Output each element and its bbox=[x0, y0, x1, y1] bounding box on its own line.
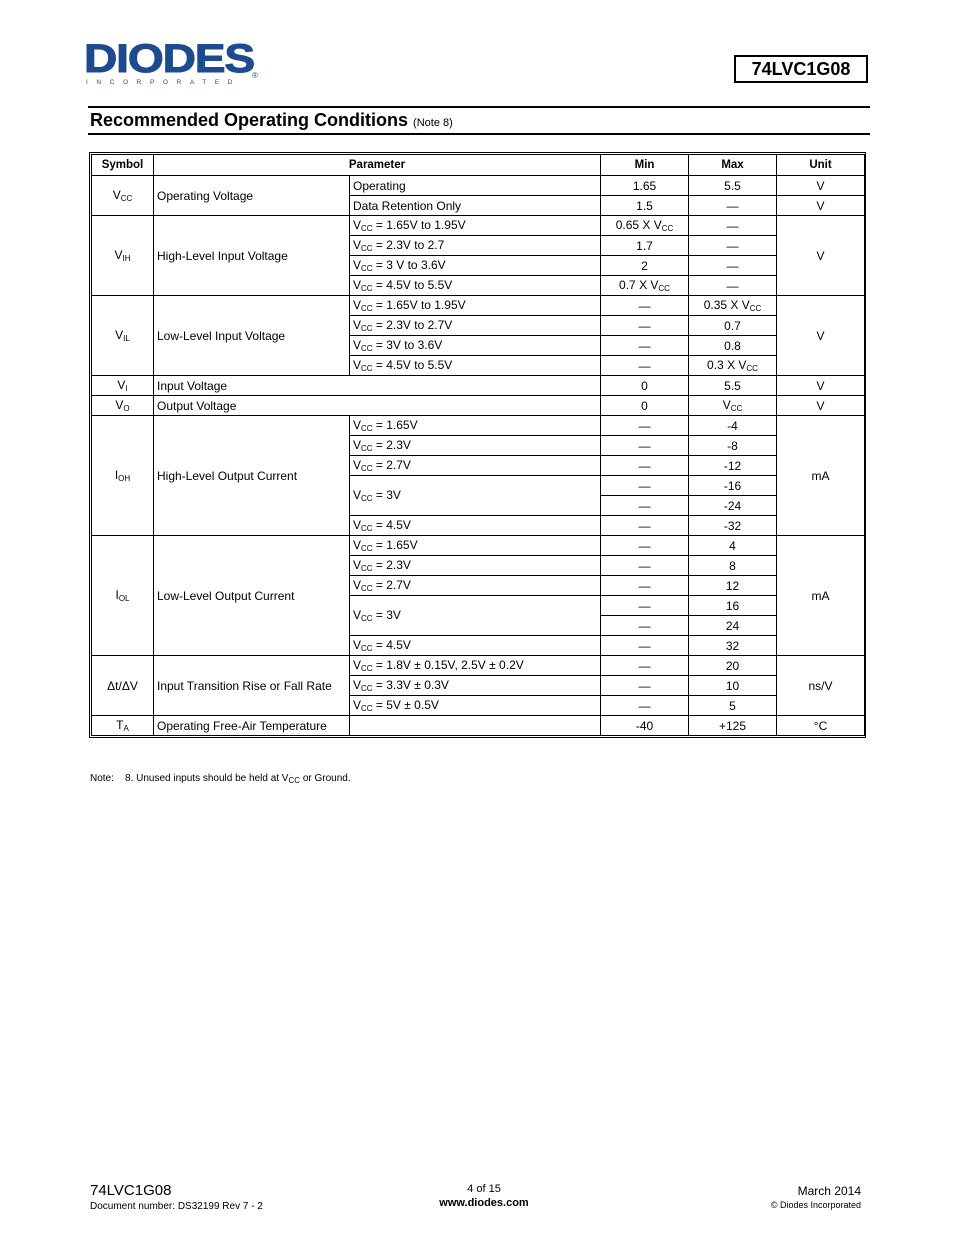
condition-cell: $V_{CC} = 1.65V$ to 1.95V bbox=[350, 216, 601, 236]
min-cell: — bbox=[601, 436, 689, 456]
max-cell: -4 bbox=[689, 416, 777, 436]
min-cell: 2 bbox=[601, 256, 689, 276]
max-cell: -24 bbox=[689, 496, 777, 516]
part-number: 74LVC1G08 bbox=[751, 58, 851, 79]
min-cell: — bbox=[601, 676, 689, 696]
condition-cell: $V_{CC} = 5V \pm 0.5V$ bbox=[350, 696, 601, 716]
condition-cell: $V_{CC} = 3V$ bbox=[350, 476, 601, 516]
symbol-cell: $T_A$ bbox=[92, 716, 154, 736]
max-cell: — bbox=[689, 276, 777, 296]
footer-center bbox=[380, 1183, 588, 1209]
unit-cell: mA bbox=[777, 416, 865, 536]
unit-cell: mA bbox=[777, 536, 865, 656]
condition-cell: $V_{CC} = 2.3V$ bbox=[350, 556, 601, 576]
max-cell: 0.35 X $V_{CC}$ bbox=[689, 296, 777, 316]
min-cell: — bbox=[601, 476, 689, 496]
min-cell: — bbox=[601, 636, 689, 656]
part-number-box bbox=[734, 55, 868, 83]
min-cell: 1.7 bbox=[601, 236, 689, 256]
header-max: Max bbox=[689, 155, 777, 176]
max-cell: 8 bbox=[689, 556, 777, 576]
max-cell: — bbox=[689, 196, 777, 216]
symbol-cell: $V_O$ bbox=[92, 396, 154, 416]
parameter-cell: Input Transition Rise or Fall Rate bbox=[154, 656, 350, 716]
condition-cell: $V_{CC} = 4.5V$ bbox=[350, 636, 601, 656]
table-row bbox=[92, 176, 865, 196]
max-cell: 0.3 X $V_{CC}$ bbox=[689, 356, 777, 376]
unit-cell: V bbox=[777, 296, 865, 376]
symbol-cell: $I_{OH}$ bbox=[92, 416, 154, 536]
max-cell: 0.7 bbox=[689, 316, 777, 336]
symbol-cell: $V_I$ bbox=[92, 376, 154, 396]
min-cell: 0.65 X $V_{CC}$ bbox=[601, 216, 689, 236]
condition-cell: $V_{CC} = 1.8V \pm 0.15V$, 2.5V ± 0.2V bbox=[350, 656, 601, 676]
condition-cell: Operating bbox=[350, 176, 601, 196]
symbol-cell: $V_{IL}$ bbox=[92, 296, 154, 376]
condition-cell: $V_{CC} = 4.5V$ bbox=[350, 516, 601, 536]
table-row bbox=[92, 716, 865, 736]
max-cell: — bbox=[689, 236, 777, 256]
max-cell: 5.5 bbox=[689, 176, 777, 196]
section-note: (Note 8) bbox=[413, 117, 453, 129]
min-cell: — bbox=[601, 356, 689, 376]
max-cell: 12 bbox=[689, 576, 777, 596]
min-cell: — bbox=[601, 456, 689, 476]
min-cell: — bbox=[601, 336, 689, 356]
min-cell: — bbox=[601, 556, 689, 576]
condition-cell: $V_{CC} = 3$ V to 3.6V bbox=[350, 256, 601, 276]
max-cell: 16 bbox=[689, 596, 777, 616]
condition-cell: $V_{CC} = 2.7V$ bbox=[350, 456, 601, 476]
header-unit: Unit bbox=[777, 155, 865, 176]
max-cell: $V_{CC}$ bbox=[689, 396, 777, 416]
footer-right bbox=[771, 1184, 861, 1210]
title-rule bbox=[88, 133, 870, 135]
footer-left bbox=[90, 1182, 263, 1212]
min-cell: — bbox=[601, 576, 689, 596]
max-cell: -8 bbox=[689, 436, 777, 456]
max-cell: 0.8 bbox=[689, 336, 777, 356]
max-cell: 5 bbox=[689, 696, 777, 716]
footer-copyright: © Diodes Incorporated bbox=[770, 1200, 861, 1210]
footer-date: March 2014 bbox=[797, 1184, 861, 1198]
parameter-cell: Output Voltage bbox=[154, 396, 601, 416]
parameter-cell: Input Voltage bbox=[154, 376, 601, 396]
parameter-cell: Operating Free-Air Temperature bbox=[154, 716, 350, 736]
condition-cell bbox=[350, 716, 601, 736]
max-cell: — bbox=[689, 256, 777, 276]
condition-cell: $V_{CC} = 4.5V$ to 5.5V bbox=[350, 276, 601, 296]
table-footnote: Note: 8. Unused inputs should be held at $V_{CC}$ or Ground. bbox=[90, 773, 351, 785]
min-cell: — bbox=[601, 616, 689, 636]
max-cell: -32 bbox=[689, 516, 777, 536]
parameter-cell: High-Level Output Current bbox=[154, 416, 350, 536]
condition-cell: $V_{CC} = 3.3V \pm 0.3V$ bbox=[350, 676, 601, 696]
max-cell: 20 bbox=[689, 656, 777, 676]
footer-part-number: 74LVC1G08 bbox=[90, 1182, 172, 1199]
header-symbol: Symbol bbox=[92, 155, 154, 176]
max-cell: 10 bbox=[689, 676, 777, 696]
website-link[interactable]: www.diodes.com bbox=[439, 1197, 529, 1209]
condition-cell: $V_{CC} = 3V$ bbox=[350, 596, 601, 636]
min-cell: -40 bbox=[601, 716, 689, 736]
max-cell: -16 bbox=[689, 476, 777, 496]
parameter-cell: High-Level Input Voltage bbox=[154, 216, 350, 296]
condition-cell: $V_{CC} = 1.65V$ bbox=[350, 416, 601, 436]
min-cell: 0.7 X $V_{CC}$ bbox=[601, 276, 689, 296]
min-cell: 1.5 bbox=[601, 196, 689, 216]
svg-text:®: ® bbox=[252, 71, 258, 80]
max-cell: +125 bbox=[689, 716, 777, 736]
condition-cell: Data Retention Only bbox=[350, 196, 601, 216]
unit-cell: V bbox=[777, 376, 865, 396]
footer-document-number: Document number: DS32199 Rev 7 - 2 bbox=[90, 1201, 263, 1212]
condition-cell: $V_{CC} = 2.3V$ to 2.7 bbox=[350, 236, 601, 256]
header-rule bbox=[88, 106, 870, 108]
svg-text:INCORPORATED: INCORPORATED bbox=[86, 79, 242, 86]
page-number: 4 of 15 bbox=[467, 1183, 501, 1195]
min-cell: 0 bbox=[601, 396, 689, 416]
table-row bbox=[92, 216, 865, 236]
condition-cell: $V_{CC} = 4.5V$ to 5.5V bbox=[350, 356, 601, 376]
parameter-cell: Operating Voltage bbox=[154, 176, 350, 216]
parameter-cell: Low-Level Input Voltage bbox=[154, 296, 350, 376]
unit-cell: V bbox=[777, 196, 865, 216]
symbol-cell: $V_{CC}$ bbox=[92, 176, 154, 216]
symbol-cell: $I_{OL}$ bbox=[92, 536, 154, 656]
min-cell: 1.65 bbox=[601, 176, 689, 196]
unit-cell: ns/V bbox=[777, 656, 865, 716]
parameter-cell: Low-Level Output Current bbox=[154, 536, 350, 656]
operating-conditions-table bbox=[89, 152, 866, 738]
unit-cell: V bbox=[777, 396, 865, 416]
min-cell: 0 bbox=[601, 376, 689, 396]
max-cell: 4 bbox=[689, 536, 777, 556]
min-cell: — bbox=[601, 536, 689, 556]
condition-cell: $V_{CC} = 1.65V$ bbox=[350, 536, 601, 556]
svg-text:DIODES: DIODES bbox=[84, 40, 255, 81]
max-cell: 5.5 bbox=[689, 376, 777, 396]
min-cell: — bbox=[601, 516, 689, 536]
min-cell: — bbox=[601, 596, 689, 616]
header-parameter: Parameter bbox=[154, 155, 601, 176]
min-cell: — bbox=[601, 696, 689, 716]
table-row bbox=[92, 296, 865, 316]
condition-cell: $V_{CC} = 3V$ to 3.6V bbox=[350, 336, 601, 356]
symbol-cell: $V_{IH}$ bbox=[92, 216, 154, 296]
table-row bbox=[92, 656, 865, 676]
unit-cell: V bbox=[777, 216, 865, 296]
unit-cell: V bbox=[777, 176, 865, 196]
min-cell: — bbox=[601, 316, 689, 336]
min-cell: — bbox=[601, 416, 689, 436]
table-row bbox=[92, 376, 865, 396]
table-row bbox=[92, 396, 865, 416]
min-cell: — bbox=[601, 296, 689, 316]
min-cell: — bbox=[601, 496, 689, 516]
header-min: Min bbox=[601, 155, 689, 176]
section-title: Recommended Operating Conditions (Note 8) bbox=[90, 110, 453, 130]
table-header-row bbox=[92, 155, 865, 176]
condition-cell: $V_{CC} = 1.65V$ to 1.95V bbox=[350, 296, 601, 316]
table-row bbox=[92, 416, 865, 436]
condition-cell: $V_{CC} = 2.7V$ bbox=[350, 576, 601, 596]
condition-cell: $V_{CC} = 2.3V$ to 2.7V bbox=[350, 316, 601, 336]
symbol-cell: Δt/ΔV bbox=[92, 656, 154, 716]
table-row bbox=[92, 536, 865, 556]
condition-cell: $V_{CC} = 2.3V$ bbox=[350, 436, 601, 456]
unit-cell: °C bbox=[777, 716, 865, 736]
min-cell: — bbox=[601, 656, 689, 676]
diodes-logo bbox=[84, 40, 264, 86]
max-cell: 24 bbox=[689, 616, 777, 636]
max-cell: — bbox=[689, 216, 777, 236]
max-cell: 32 bbox=[689, 636, 777, 656]
max-cell: -12 bbox=[689, 456, 777, 476]
